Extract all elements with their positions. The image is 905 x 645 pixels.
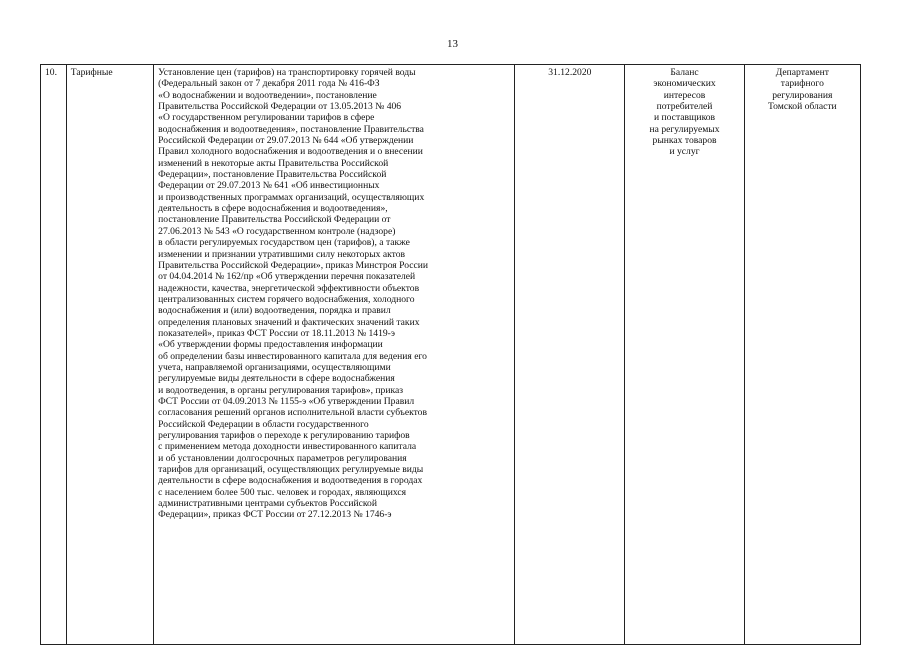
goal-line: на регулируемых <box>649 123 720 135</box>
legal-acts-line: с населением более 500 тыс. человек и городах, являющихся <box>158 486 407 498</box>
legal-acts-line: надежности, качества, энергетической эффективности объектов <box>158 282 420 294</box>
regulation-table <box>40 64 861 645</box>
legal-acts-line: и об установлении долгосрочных параметров регулирования <box>158 452 407 464</box>
legal-acts-line: централизованных систем горячего водоснабжения, холодного <box>158 293 415 305</box>
goal-line: рынках товаров <box>652 135 717 147</box>
legal-acts-line: ФСТ России от 04.09.2013 № 1155-э «Об утверждении Правил <box>158 395 415 407</box>
legal-acts-line: и водоотведения, в органы регулирования тарифов», приказ <box>158 384 404 396</box>
goal-line: Баланс <box>670 67 699 78</box>
organization-line: тарифного <box>780 78 824 90</box>
legal-acts-line: определения плановых значений и фактических значений таких <box>158 316 420 328</box>
legal-acts-line: Федерации», приказ ФСТ России от 27.12.2013 № 1746-э <box>158 509 392 521</box>
goal-line: и услуг <box>669 146 700 158</box>
organization-cell <box>744 65 860 645</box>
goal-text <box>629 67 739 158</box>
legal-acts-line: (Федеральный закон от 7 декабря 2011 года № 416-ФЗ <box>158 78 380 90</box>
goal-line: интересов <box>663 89 706 101</box>
date-cell <box>515 65 625 645</box>
legal-acts-line: Установление цен (тарифов) на транспортировку горячей воды <box>158 67 416 78</box>
table-row <box>41 65 861 645</box>
legal-acts-line: показателей», приказ ФСТ России от 18.11.2013 № 1419-э <box>158 327 395 339</box>
legal-acts-line: административными центрами субъектов Российской <box>158 498 377 510</box>
organization-line: регулирования <box>772 89 833 101</box>
deadline-date: 31.12.2020 <box>548 67 592 78</box>
legal-acts-line: Российской Федерации в области государственного <box>158 418 369 430</box>
legal-acts-cell <box>154 65 515 645</box>
goal-line: и поставщиков <box>653 112 716 124</box>
legal-acts-text <box>158 67 510 643</box>
legal-acts-line: согласования решений органов исполнительной власти субъектов <box>158 407 428 419</box>
legal-acts-line: «Об утверждении формы предоставления информации <box>158 339 383 351</box>
legal-acts-line: деятельности в сфере водоснабжения и водоотведения в городах <box>158 475 423 487</box>
legal-acts-line: Российской Федерации от 29.07.2013 № 644 «Об утверждении <box>158 135 414 147</box>
goal-line: потребителей <box>656 101 713 113</box>
type-cell <box>66 65 153 645</box>
organization-line: Департамент <box>775 67 829 78</box>
legal-acts-line: водоснабжения и (или) водоотведения, порядка и правил <box>158 305 391 317</box>
legal-acts-line: об определении базы инвестированного капитала для ведения его <box>158 350 427 362</box>
legal-acts-line: в области регулируемых государством цен (тарифов), а также <box>158 237 410 249</box>
legal-acts-line: и производственных программах организаций, осуществляющих <box>158 191 425 203</box>
legal-acts-line: тарифов для организаций, осуществляющих регулируемые виды <box>158 464 424 476</box>
legal-acts-line: Федерации», постановление Правительства Российской <box>158 169 387 181</box>
row-number: 10. <box>45 67 57 78</box>
legal-acts-line: постановление Правительства Российской Федерации от <box>158 214 391 226</box>
legal-acts-line: деятельность в сфере водоснабжения и водоотведения», <box>158 203 388 215</box>
organization-line: Томской области <box>768 101 837 113</box>
legal-acts-line: регулирования тарифов о переходе к регулированию тарифов <box>158 430 410 441</box>
legal-acts-line: Правительства Российской Федерации от 13.05.2013 № 406 <box>158 101 402 113</box>
legal-acts-line: «О государственном регулировании тарифов в сфере <box>158 112 375 124</box>
legal-acts-line: «О водоснабжении и водоотведении», постановление <box>158 89 377 101</box>
legal-acts-line: Правил холодного водоснабжения и водоотведения и о внесении <box>158 146 423 158</box>
organization-text <box>749 67 856 112</box>
legal-acts-line: Федерации от 29.07.2013 № 641 «Об инвестиционных <box>158 180 380 192</box>
regulation-type: Тарифные <box>70 67 113 78</box>
legal-acts-line: с применением метода доходности инвестированного капитала <box>158 441 417 453</box>
goal-cell <box>625 65 744 645</box>
legal-acts-line: изменении и признании утратившими силу некоторых актов <box>158 248 406 260</box>
legal-acts-line: водоснабжения и водоотведения», постановление Правительства <box>158 123 424 135</box>
legal-acts-line: регулируемые виды деятельности в сфере водоснабжения <box>158 373 395 385</box>
goal-line: экономических <box>653 78 716 90</box>
legal-acts-line: учета, направляемой организациями, осуществляющими <box>158 361 391 373</box>
row-number-cell <box>41 65 67 645</box>
legal-acts-line: изменений в некоторые акты Правительства Российской <box>158 157 389 169</box>
page-number: 13 <box>447 38 458 50</box>
legal-acts-line: Правительства Российской Федерации», приказ Минстроя России <box>158 259 429 271</box>
legal-acts-line: от 04.04.2014 № 162/пр «Об утверждении перечня показателей <box>158 271 416 283</box>
legal-acts-line: 27.06.2013 № 543 «О государственном контроле (надзоре) <box>158 225 396 237</box>
